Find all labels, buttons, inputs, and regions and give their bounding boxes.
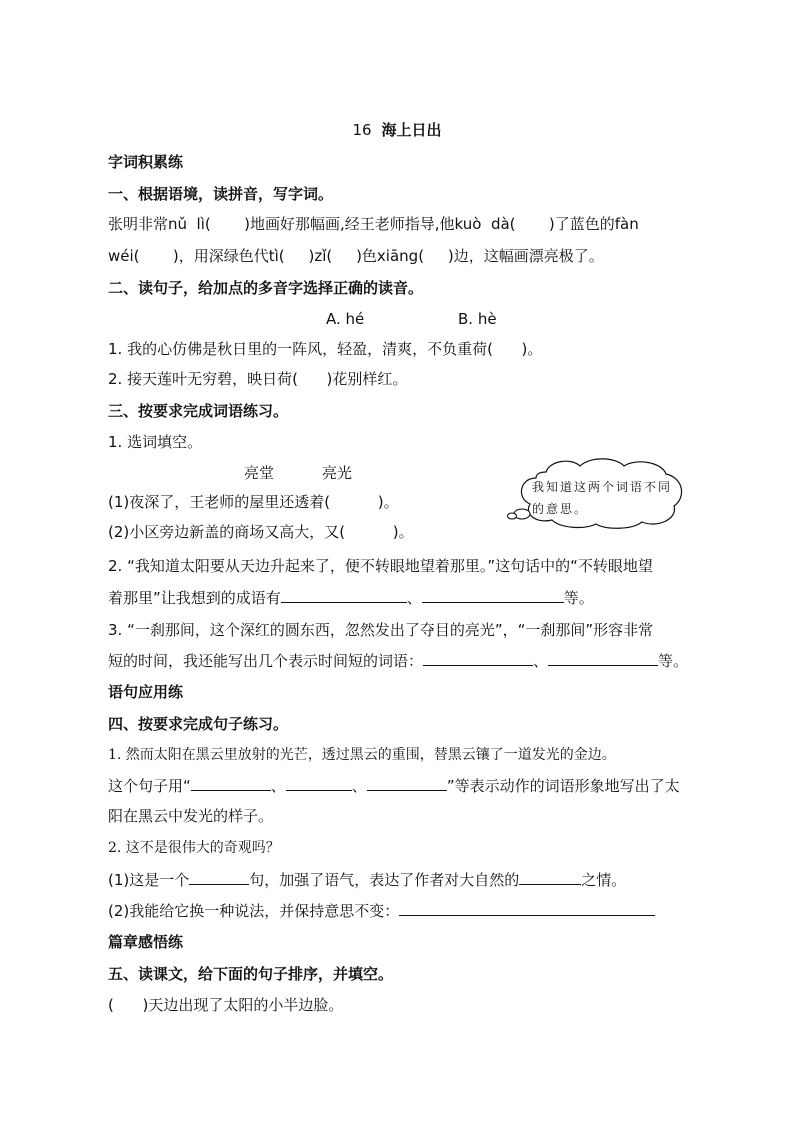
- text: 短的时间，我还能写出几个表示时间短的词语：: [108, 652, 424, 670]
- q4-heading: 四、按要求完成句子练习。: [108, 715, 289, 733]
- q5-sentence-1: ( )天边出现了太阳的小半边脸。: [108, 996, 344, 1014]
- q4-sentence-2: 2. 这不是很伟大的奇观吗？: [108, 840, 280, 856]
- q2-option-b: B. hè: [458, 310, 497, 328]
- answer-blank[interactable]: [189, 870, 249, 885]
- q4-sentence-1: 1. 然而太阳在黑云里放射的光芒，透过黑云的重围，替黑云镶了一道发光的金边。: [108, 747, 616, 763]
- text: ”等表示动作的词语形象地写出了太: [446, 777, 680, 795]
- word-option-2: 亮光: [322, 464, 353, 482]
- q1-heading: 一、根据语境，读拼音，写字词。: [108, 185, 334, 203]
- text: (1)这是一个: [108, 871, 190, 889]
- separator: 、: [533, 652, 549, 670]
- q3-fill-a: (1)夜深了，王老师的屋里还透着( )。: [108, 493, 399, 511]
- answer-blank[interactable]: [548, 651, 658, 666]
- text: 着那里”让我想到的成语有: [108, 589, 281, 607]
- answer-blank[interactable]: [191, 776, 271, 791]
- section-heading-vocab: 字词积累练: [108, 153, 184, 171]
- lesson-title: 海上日出: [381, 121, 442, 139]
- text: 等。: [563, 589, 594, 607]
- q3-fill-b: (2)小区旁边新盖的商场又高大，又( )。: [108, 523, 414, 541]
- page-title: [0, 120, 794, 140]
- section-heading-sentence: 语句应用练: [108, 683, 184, 701]
- q4-fill-b: [108, 901, 655, 921]
- word-option-1: 亮堂: [244, 464, 275, 482]
- q4-line-2: [108, 776, 680, 796]
- answer-blank[interactable]: [281, 588, 407, 603]
- q1-line-1: 张明非常nǔ lì( )地画好那幅画,经王老师指导,他kuò dà( )了蓝色的fàn: [108, 215, 639, 233]
- answer-blank[interactable]: [519, 870, 581, 885]
- q4-fill-a: [108, 870, 626, 890]
- lesson-number: 16: [352, 121, 372, 139]
- text: 句，加强了语气，表达了作者对大自然的: [249, 871, 520, 889]
- answer-blank[interactable]: [399, 901, 655, 916]
- q5-heading: 五、读课文，给下面的句子排序，并填空。: [108, 965, 394, 983]
- separator: 、: [406, 589, 422, 607]
- q1-line-2: wéi( )，用深绿色代tì( )zǐ( )色xiāng( )边，这幅画漂亮极了。: [108, 247, 604, 265]
- q3-sentence-3-line-1: 3. “一刹那间，这个深红的圆东西，忽然发出了夺目的亮光”，“一刹那间”形容非常: [108, 621, 654, 639]
- section-heading-passage: 篇章感悟练: [108, 933, 184, 951]
- text: (2)我能给它换一种说法，并保持意思不变：: [108, 902, 400, 920]
- separator: 、: [351, 777, 367, 795]
- answer-blank[interactable]: [286, 776, 352, 791]
- separator: 、: [270, 777, 286, 795]
- text: 这个句子用“: [108, 777, 191, 795]
- q2-option-a: A. hé: [326, 310, 365, 328]
- q3-sentence-2-line-1: 2. “我知道太阳要从天边升起来了，便不转眼地望着那里。”这句话中的“不转眼地望: [108, 557, 653, 575]
- q3-sentence-3-line-2: [108, 651, 688, 671]
- q3-sub-1: 1. 选词填空。: [108, 433, 203, 451]
- q3-sentence-2-line-2: [108, 588, 594, 608]
- text: 之情。: [581, 871, 627, 889]
- answer-blank[interactable]: [367, 776, 447, 791]
- q3-heading: 三、按要求完成词语练习。: [108, 402, 289, 420]
- answer-blank[interactable]: [423, 651, 533, 666]
- q2-sentence-1: 1. 我的心仿佛是秋日里的一阵风，轻盈，清爽，不负重荷( )。: [108, 340, 543, 358]
- q2-sentence-2: 2. 接天莲叶无穷碧，映日荷( )花别样红。: [108, 370, 408, 388]
- q4-line-3: 阳在黑云中发光的样子。: [108, 807, 274, 825]
- bubble-text: 我知道这两个词语不同的意思。: [532, 480, 673, 516]
- answer-blank[interactable]: [422, 588, 564, 603]
- text: 等。: [658, 652, 689, 670]
- q2-heading: 二、读句子，给加点的多音字选择正确的读音。: [108, 279, 424, 297]
